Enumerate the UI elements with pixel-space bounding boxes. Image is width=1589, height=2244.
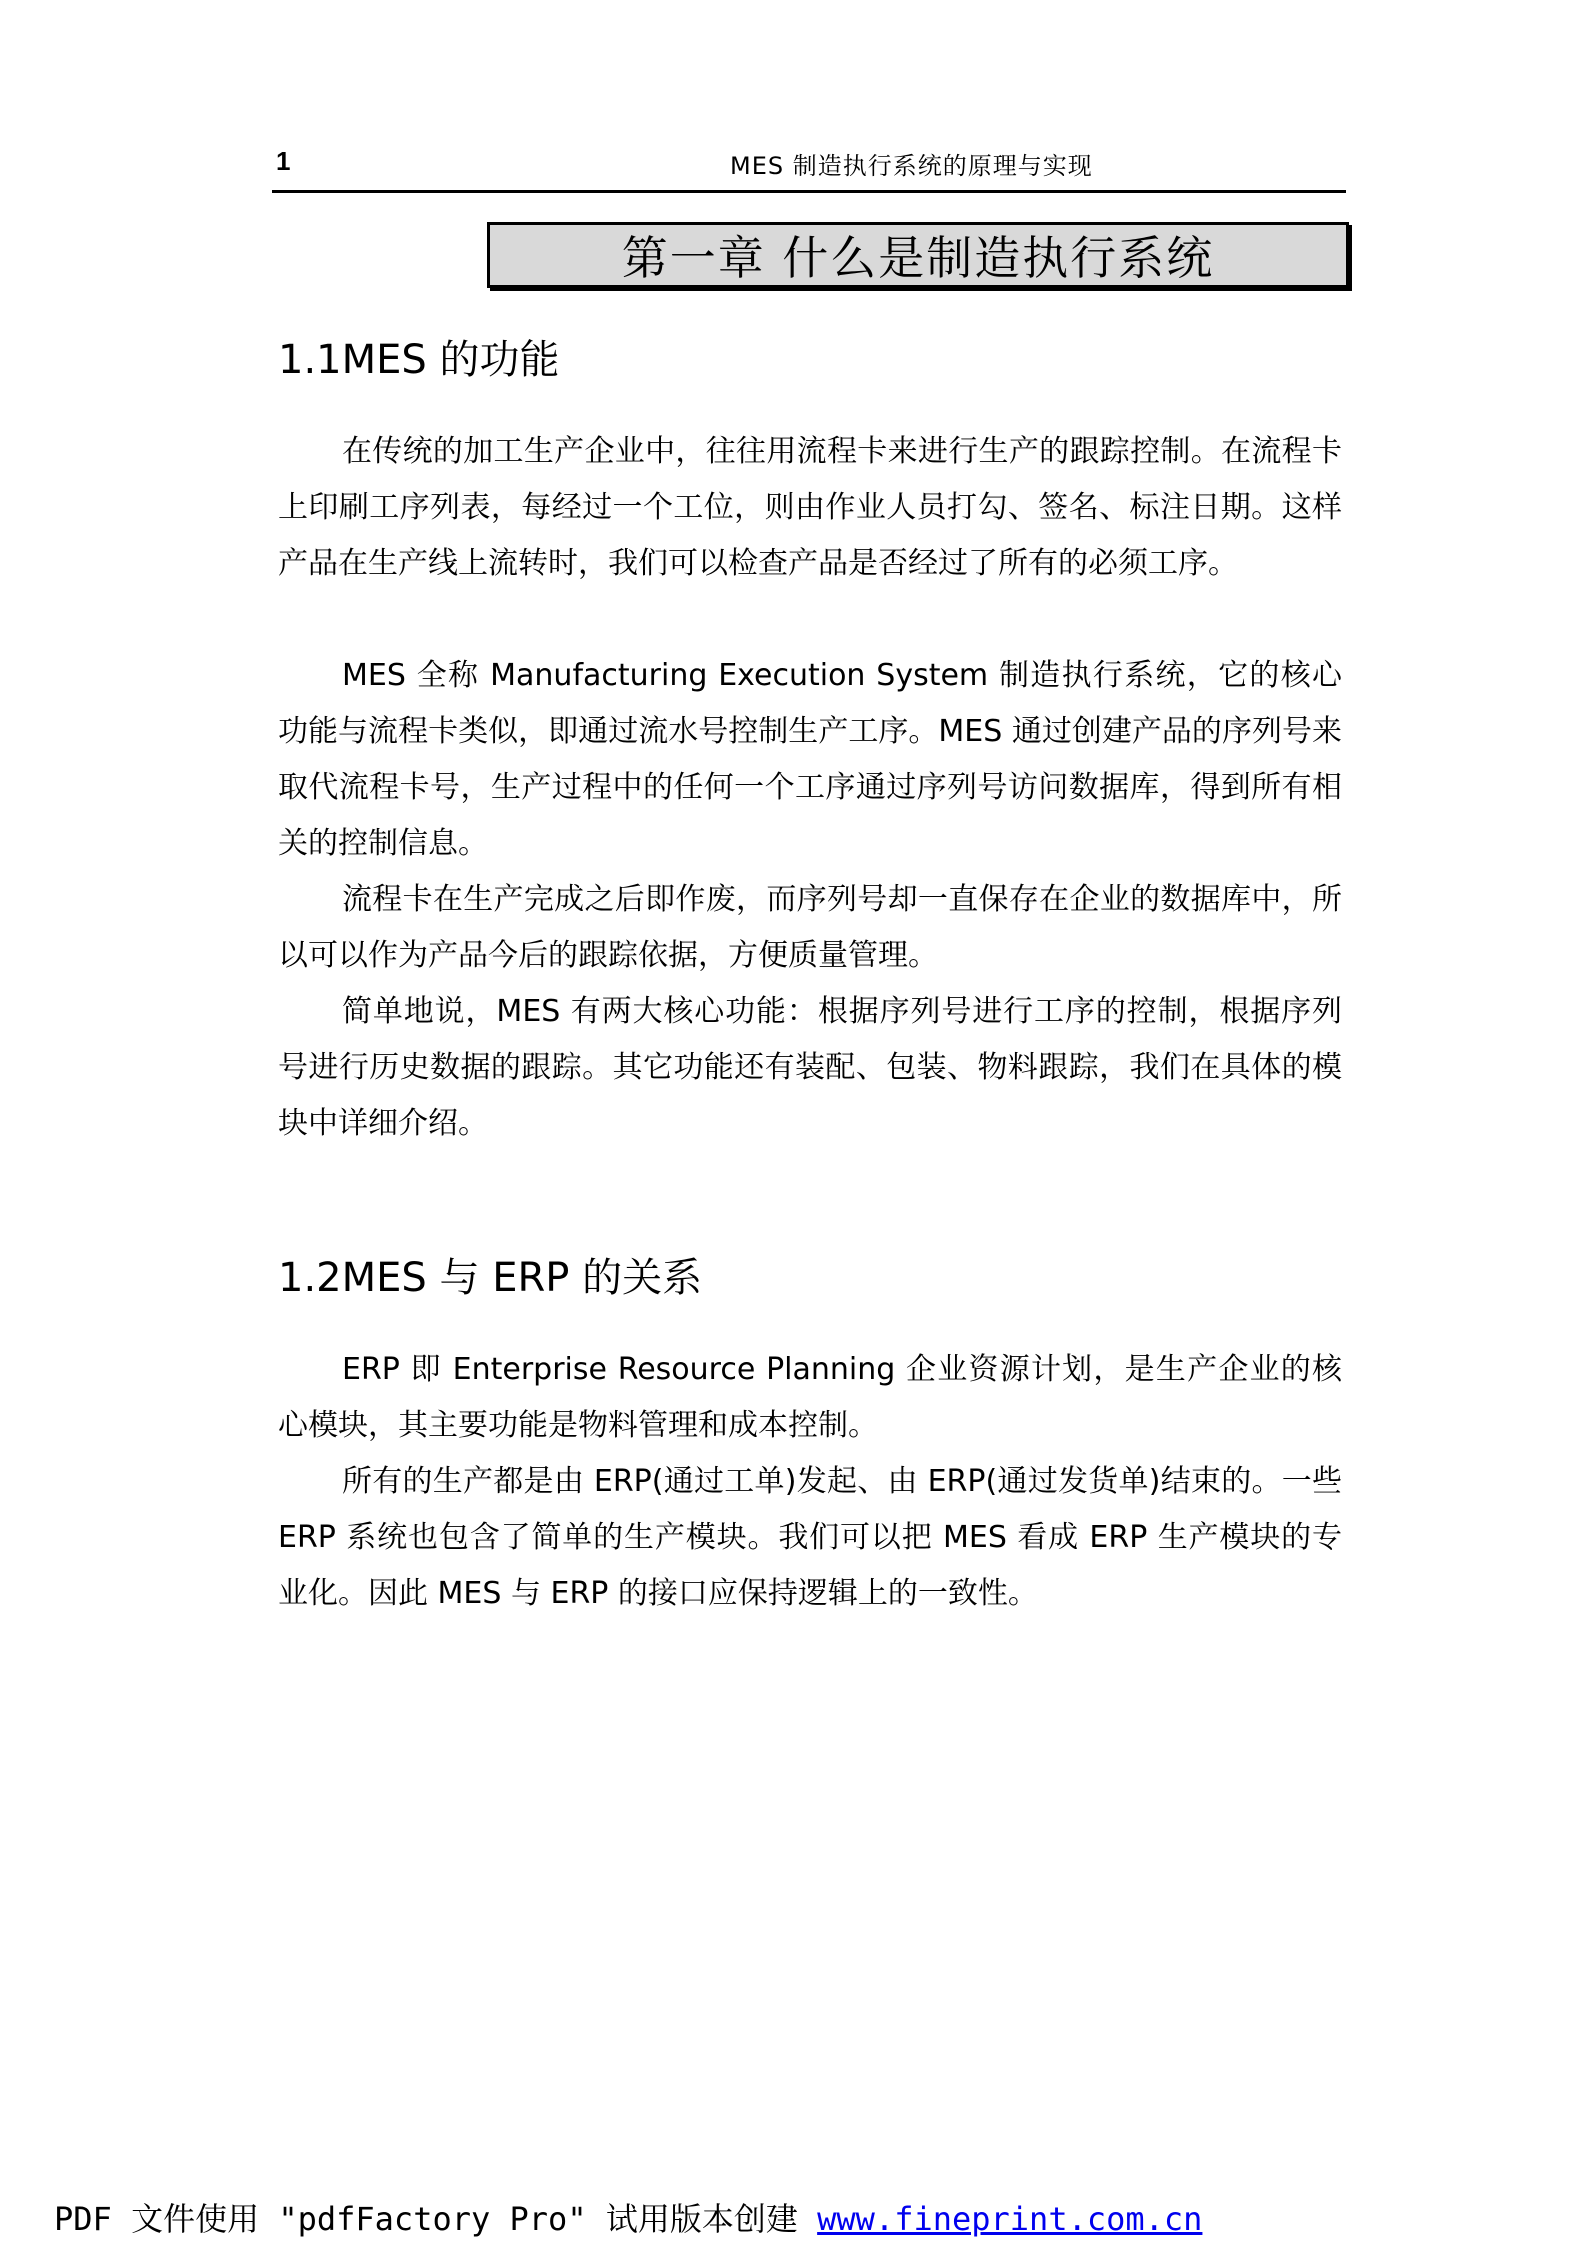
paragraph: 在传统的加工生产企业中，往往用流程卡来进行生产的跟踪控制。在流程卡上印刷工序列表，每经过一个工位，则由作业人员打勾、签名、标注日期。这样产品在生产线上流转时，我们可以检查产品是否经过了所有的必须工序。 <box>278 434 1342 581</box>
section-heading: 1.1MES 的功能 <box>278 337 560 383</box>
footer-link[interactable]: www.fineprint.com.cn <box>817 2200 1203 2238</box>
header-rule <box>272 190 1346 193</box>
pdf-footer <box>54 2194 1202 2240</box>
paragraph: 所有的生产都是由 ERP(通过工单)发起、由 ERP(通过发货单)结束的。一些 ERP 系统也包含了简单的生产模块。我们可以把 MES 看成 ERP 生产模块的专业化。因此 MES 与 ERP 的接口应保持逻辑上的一致性。 <box>278 1464 1342 1611</box>
paragraph: 流程卡在生产完成之后即作废，而序列号却一直保存在企业的数据库中，所以可以作为产品今后的跟踪依据，方便质量管理。 <box>278 882 1342 973</box>
chapter-title-box <box>487 222 1349 288</box>
page-number: 1 <box>276 146 291 176</box>
section-heading: 1.2MES 与 ERP 的关系 <box>278 1255 703 1301</box>
paragraph: MES 全称 Manufacturing Execution System 制造执行系统，它的核心功能与流程卡类似，即通过流水号控制生产工序。MES 通过创建产品的序列号来取代流程卡号，生产过程中的任何一个工序通过序列号访问数据库，得到所有相关的控制信息。 <box>278 658 1342 861</box>
running-title: MES 制造执行系统的原理与实现 <box>730 152 1093 180</box>
chapter-title: 第一章 什么是制造执行系统 <box>621 231 1215 285</box>
footer-text: PDF 文件使用 "pdfFactory Pro" 试用版本创建 <box>54 2200 818 2238</box>
paragraph: 简单地说，MES 有两大核心功能：根据序列号进行工序的控制，根据序列号进行历史数据的跟踪。其它功能还有装配、包装、物料跟踪，我们在具体的模块中详细介绍。 <box>278 994 1342 1141</box>
paragraph: ERP 即 Enterprise Resource Planning 企业资源计划，是生产企业的核心模块，其主要功能是物料管理和成本控制。 <box>278 1352 1342 1443</box>
